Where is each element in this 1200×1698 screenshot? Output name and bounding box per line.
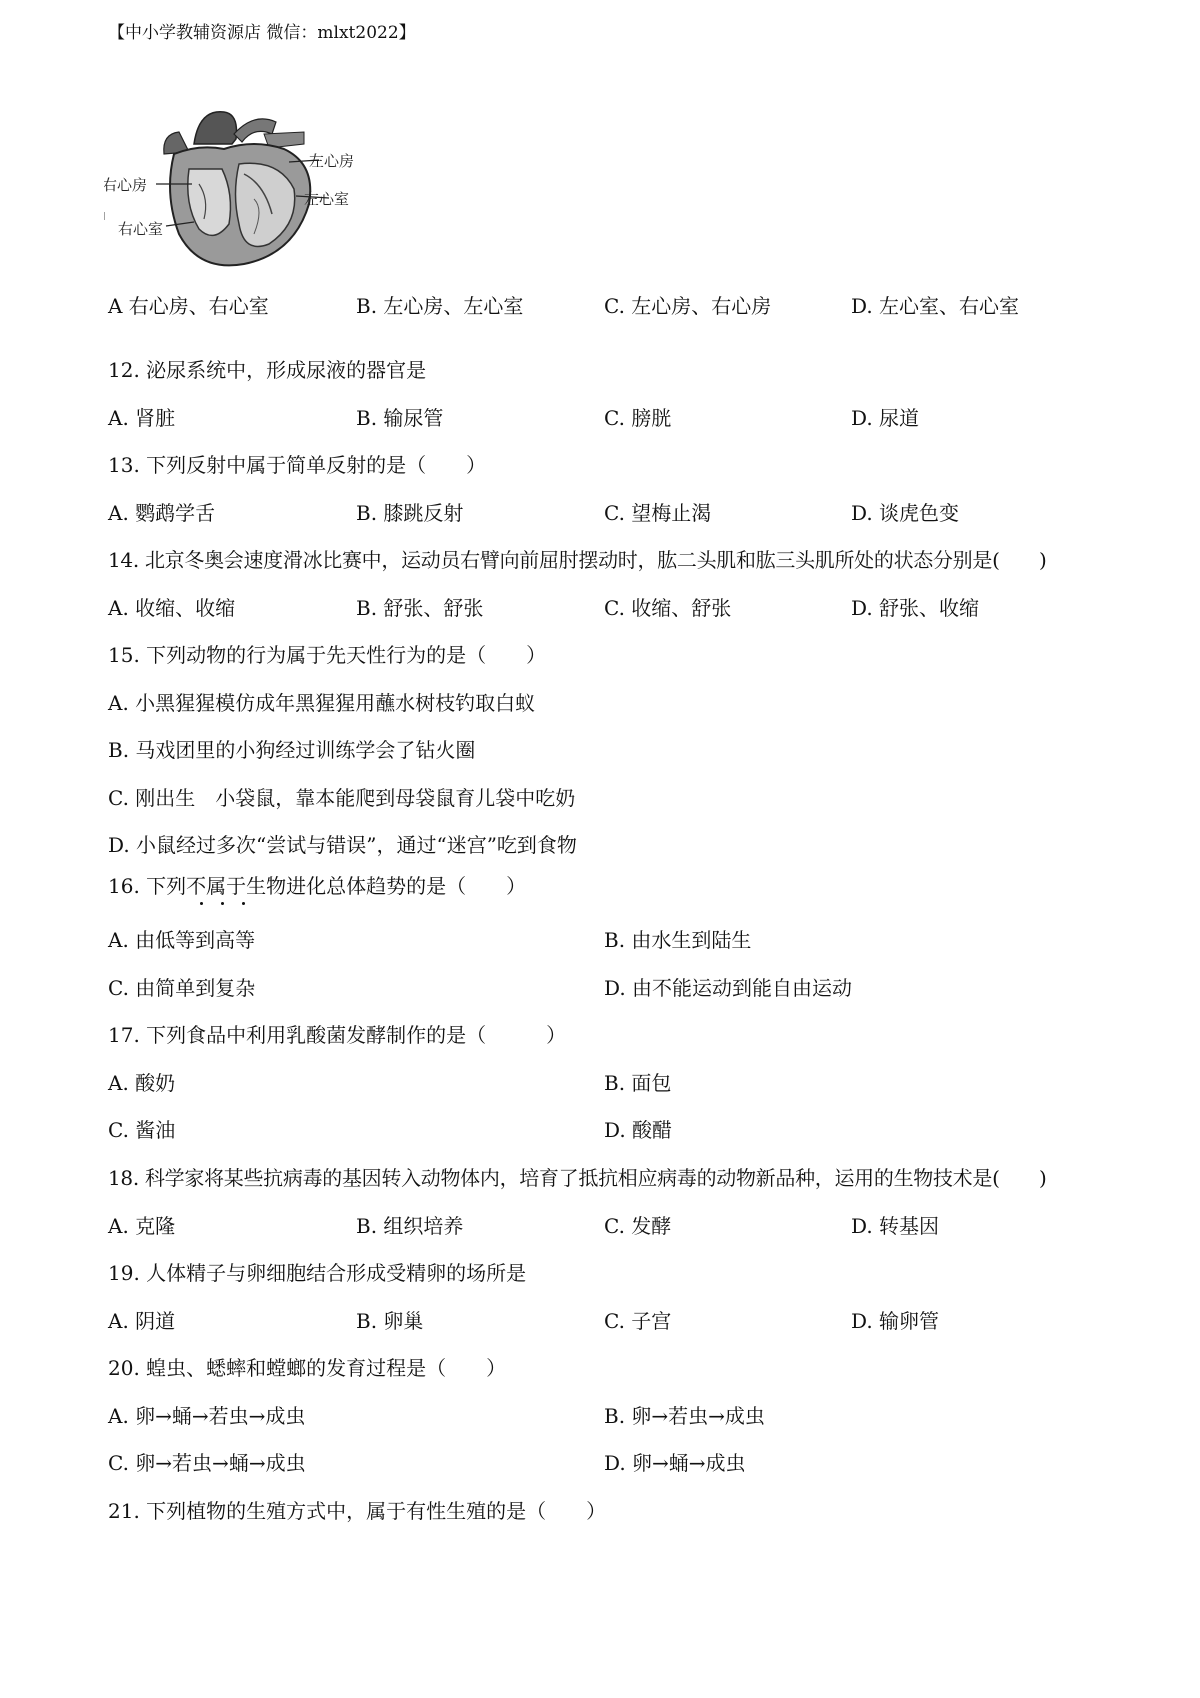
q18-option-d: D. 转基因 xyxy=(851,1214,940,1238)
q19-option-a: A. 阴道 xyxy=(108,1309,176,1333)
q17-stem: 17. 下列食品中利用乳酸菌发酵制作的是（ ） xyxy=(108,1023,567,1047)
q12-stem: 12. 泌尿系统中，形成尿液的器官是 xyxy=(108,358,427,382)
q20-option-b: B. 卵→若虫→成虫 xyxy=(604,1404,765,1428)
q18-option-a: A. 克隆 xyxy=(108,1214,176,1238)
q13-option-c: C. 望梅止渴 xyxy=(604,501,712,525)
emphasis-dot xyxy=(200,902,203,905)
q21-stem: 21. 下列植物的生殖方式中，属于有性生殖的是（ ） xyxy=(108,1499,607,1523)
q15-option-b: B. 马戏团里的小狗经过训练学会了钻火圈 xyxy=(108,738,476,762)
q12-option-a: A. 肾脏 xyxy=(108,406,176,430)
label-left-atrium: 左心房 xyxy=(309,152,355,170)
q19-stem: 19. 人体精子与卵细胞结合形成受精卵的场所是 xyxy=(108,1261,527,1285)
q11-option-a: A 右心房、右心室 xyxy=(108,294,269,318)
q17-option-c: C. 酱油 xyxy=(108,1118,176,1142)
label-right-ventricle: 右心室 xyxy=(118,220,164,238)
q12-option-c: C. 膀胱 xyxy=(604,406,672,430)
q14-stem: 14. 北京冬奥会速度滑冰比赛中，运动员右臂向前屈肘摆动时，肱二头肌和肱三头肌所处的状态分别是( ) xyxy=(108,548,1047,572)
heart-figure xyxy=(104,104,394,274)
emphasis-dot xyxy=(242,902,245,905)
q13-option-a: A. 鹦鹉学舌 xyxy=(108,501,216,525)
label-right-atrium: 右心房 xyxy=(104,176,148,194)
q20-option-c: C. 卵→若虫→蛹→成虫 xyxy=(108,1451,306,1475)
q14-option-d: D. 舒张、收缩 xyxy=(851,596,980,620)
q14-option-a: A. 收缩、收缩 xyxy=(108,596,236,620)
q12-option-d: D. 尿道 xyxy=(851,406,920,430)
q13-option-b: B. 膝跳反射 xyxy=(356,501,464,525)
q11-option-c: C. 左心房、右心房 xyxy=(604,294,772,318)
q14-option-b: B. 舒张、舒张 xyxy=(356,596,484,620)
q14-option-c: C. 收缩、舒张 xyxy=(604,596,732,620)
q16-stem: 16. 下列不属于生物进化总体趋势的是（ ） xyxy=(108,874,527,898)
q16-option-d: D. 由不能运动到能自由运动 xyxy=(604,976,853,1000)
q20-stem: 20. 蝗虫、蟋蟀和螳螂的发育过程是（ ） xyxy=(108,1356,507,1380)
q15-option-d: D. 小鼠经过多次“尝试与错误”，通过“迷宫”吃到食物 xyxy=(108,833,577,857)
emphasis-dot xyxy=(221,902,224,905)
q12-option-b: B. 输尿管 xyxy=(356,406,444,430)
label-left-ventricle: 左心室 xyxy=(304,190,350,208)
q13-stem: 13. 下列反射中属于简单反射的是（ ） xyxy=(108,453,487,477)
q15-option-a: A. 小黑猩猩模仿成年黑猩猩用蘸水树枝钓取白蚁 xyxy=(108,691,536,715)
q17-option-d: D. 酸醋 xyxy=(604,1118,673,1142)
q16-option-b: B. 由水生到陆生 xyxy=(604,928,752,952)
q19-option-b: B. 卵巢 xyxy=(356,1309,424,1333)
q17-option-a: A. 酸奶 xyxy=(108,1071,176,1095)
q11-option-d: D. 左心室、右心室 xyxy=(851,294,1020,318)
page-header: 【中小学教辅资源店 微信：mlxt2022】 xyxy=(108,23,416,43)
q13-option-d: D. 谈虎色变 xyxy=(851,501,960,525)
q20-option-d: D. 卵→蛹→成虫 xyxy=(604,1451,746,1475)
heart-diagram xyxy=(104,104,394,274)
q20-option-a: A. 卵→蛹→若虫→成虫 xyxy=(108,1404,306,1428)
q18-option-b: B. 组织培养 xyxy=(356,1214,464,1238)
q16-option-c: C. 由简单到复杂 xyxy=(108,976,256,1000)
q19-option-c: C. 子宫 xyxy=(604,1309,672,1333)
q19-option-d: D. 输卵管 xyxy=(851,1309,940,1333)
q15-option-c: C. 刚出生 小袋鼠，靠本能爬到母袋鼠育儿袋中吃奶 xyxy=(108,786,576,810)
q11-option-b: B. 左心房、左心室 xyxy=(356,294,524,318)
q18-stem: 18. 科学家将某些抗病毒的基因转入动物体内，培育了抵抗相应病毒的动物新品种，运用的生物技术是( ) xyxy=(108,1166,1047,1190)
q17-option-b: B. 面包 xyxy=(604,1071,672,1095)
q18-option-c: C. 发酵 xyxy=(604,1214,672,1238)
q16-option-a: A. 由低等到高等 xyxy=(108,928,256,952)
q15-stem: 15. 下列动物的行为属于先天性行为的是（ ） xyxy=(108,643,547,667)
